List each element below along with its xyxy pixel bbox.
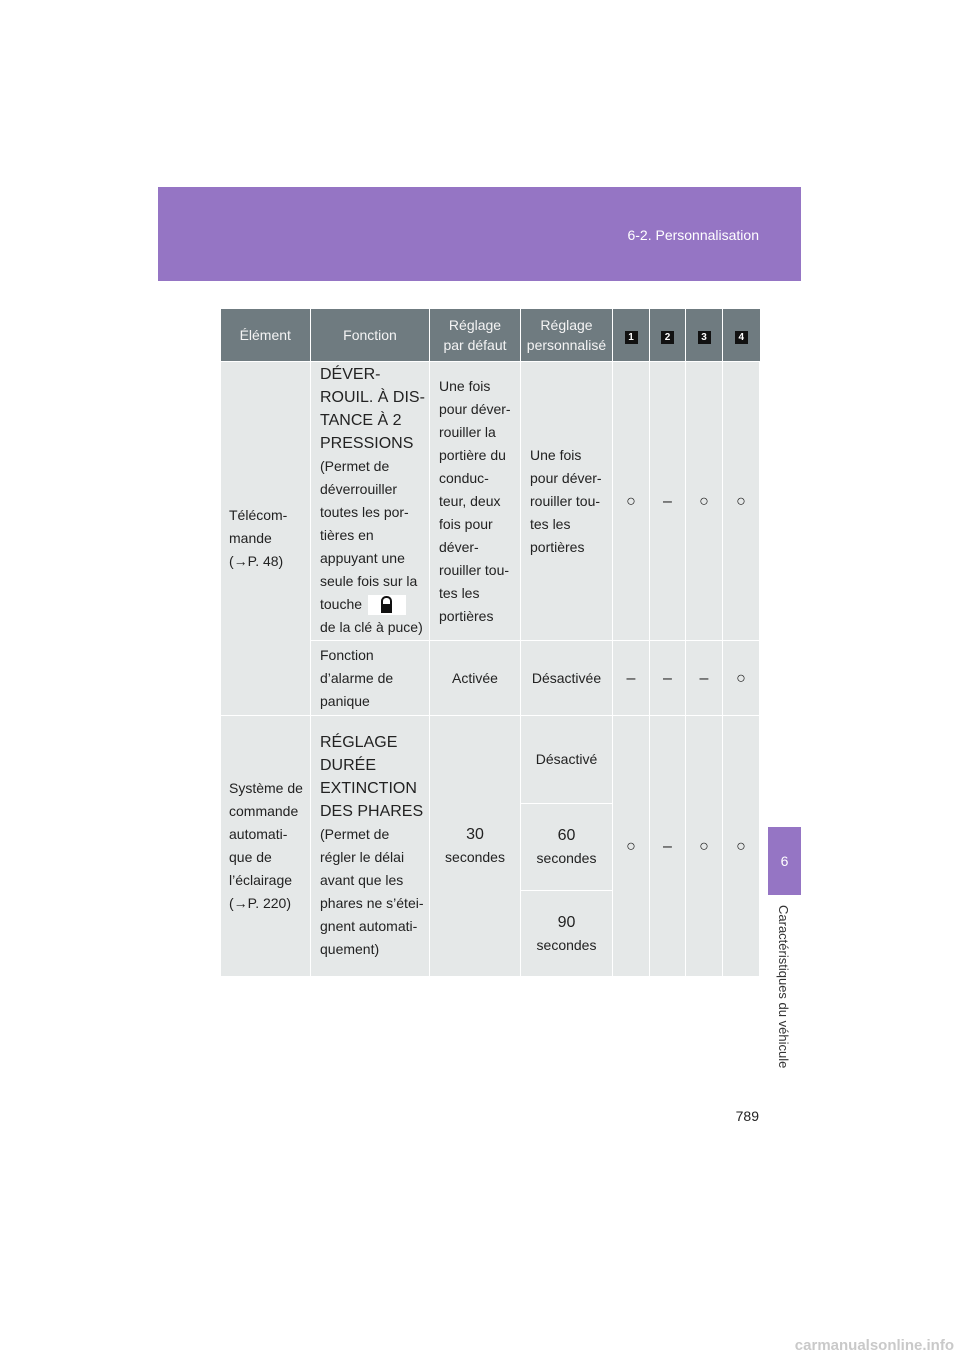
function-desc-line: Fonction (320, 646, 374, 663)
element-line: l’éclairage (229, 872, 293, 888)
header-fonction: Fonction (311, 309, 430, 362)
header-element: Élément (221, 309, 311, 362)
default-line: rouiller tou- (439, 561, 510, 578)
function-desc-line: d’alarme de (320, 669, 394, 686)
header-col-4 (723, 309, 760, 362)
element-page-ref: (→P. 48) (229, 553, 284, 569)
function-title-line: EXTINCTION (320, 780, 417, 797)
header-col-3 (686, 309, 723, 362)
default-line: tes les (439, 584, 480, 601)
custom-option-cell (521, 804, 613, 891)
mark-cell: ○ (723, 641, 760, 716)
custom-option-cell (521, 891, 613, 977)
element-line: mande (229, 530, 272, 546)
element-line: commande (229, 803, 299, 819)
mark-cell: – (650, 362, 686, 641)
chapter-tab[interactable] (768, 827, 801, 895)
number-3-icon: 3 (698, 331, 711, 344)
unlock-icon (368, 595, 406, 615)
default-line: portière du (439, 446, 506, 463)
chapter-number: 6 (780, 853, 789, 869)
custom-line: Une fois (530, 446, 582, 463)
custom-option-value: 60 (557, 827, 576, 844)
function-desc-line: (Permet de (320, 458, 390, 474)
function-title-line: DÉVER- (320, 366, 381, 383)
default-line: Une fois (439, 377, 491, 394)
function-cell-headlights (311, 716, 430, 977)
function-title-line: PRESSIONS (320, 435, 414, 452)
section-title: 6-2. Personnalisation (627, 227, 759, 243)
element-cell-lighting (221, 716, 311, 977)
section-header-band (158, 187, 801, 281)
header-default-line2: par défaut (443, 337, 507, 353)
function-desc-line: touche (320, 596, 363, 612)
number-1-icon: 1 (625, 331, 638, 344)
header-default (430, 309, 521, 362)
function-desc-line: panique (320, 692, 370, 709)
mark-cell: – (650, 716, 686, 977)
custom-option-value: Désactivé (535, 751, 598, 767)
header-custom (521, 309, 613, 362)
mark-cell: ○ (686, 362, 723, 641)
function-desc-line: seule fois sur la (320, 573, 418, 589)
header-col-1 (613, 309, 650, 362)
function-desc-line: phares ne s’étei- (320, 895, 424, 911)
custom-line: rouiller tou- (530, 492, 601, 509)
default-line: fois pour (439, 515, 493, 532)
header-custom-line2: personnalisé (526, 337, 607, 353)
function-desc-line: appuyant une (320, 550, 405, 566)
function-desc-line: quement) (320, 941, 380, 957)
default-line: rouiller la (439, 423, 496, 440)
function-title-line: DES PHARES (320, 803, 424, 820)
mark-cell: – (613, 641, 650, 716)
default-cell-unlock (430, 362, 521, 641)
function-desc-line: régler le délai (320, 849, 405, 865)
custom-line: tes les (530, 515, 571, 532)
element-line: que de (229, 849, 272, 865)
function-cell-panic (311, 641, 430, 716)
custom-option-value: 90 (557, 913, 576, 931)
page-number: 789 (735, 1108, 759, 1124)
function-title-line: ROUIL. À DIS- (320, 389, 425, 406)
default-line: pour déver- (439, 400, 511, 417)
mark-cell: ○ (723, 362, 760, 641)
table-header-row (221, 309, 760, 362)
function-desc-line: gnent automati- (320, 918, 418, 934)
table-row (221, 362, 760, 641)
function-desc-line: (Permet de (320, 826, 390, 842)
watermark: carmanualsonline.info (794, 1337, 954, 1354)
custom-option-unit: secondes (536, 936, 597, 953)
header-custom-line1: Réglage (540, 317, 593, 333)
header-col-2 (650, 309, 686, 362)
custom-option-unit: secondes (536, 850, 597, 866)
default-line: déver- (439, 538, 479, 555)
mark-cell: – (650, 641, 686, 716)
custom-line: portières (530, 538, 585, 555)
table-row (221, 716, 760, 804)
default-value: 30 (466, 826, 484, 843)
header-default-line1: Réglage (448, 317, 502, 333)
default-cell-headlights (430, 716, 521, 977)
default-unit: secondes (445, 849, 505, 865)
default-cell-panic: Activée (430, 641, 521, 716)
function-desc-line: déverrouiller (320, 481, 398, 497)
function-desc-line: de la clé à puce) (320, 619, 423, 635)
custom-line: pour déver- (530, 469, 602, 486)
default-line: portières (439, 607, 494, 624)
function-desc-line: toutes les por- (320, 504, 409, 520)
chapter-label: Caractéristiques du véhicule (776, 905, 791, 1069)
custom-option-cell (521, 716, 613, 804)
default-line: teur, deux (439, 492, 501, 509)
number-4-icon: 4 (735, 331, 748, 344)
function-title-line: TANCE À 2 (320, 412, 402, 429)
element-line: automati- (229, 826, 288, 842)
mark-cell: – (686, 641, 723, 716)
mark-cell: ○ (723, 716, 760, 977)
element-line: Système de (229, 780, 303, 796)
mark-cell: ○ (613, 716, 650, 977)
function-cell-unlock (311, 362, 430, 641)
function-desc-line: tières en (320, 527, 374, 543)
element-line: Télécom- (229, 507, 288, 523)
function-desc-line: avant que les (320, 872, 404, 888)
number-2-icon: 2 (661, 331, 674, 344)
custom-cell-panic: Désactivée (521, 641, 613, 716)
element-cell-telecommande (221, 362, 311, 716)
element-page-ref: (→P. 220) (229, 895, 291, 911)
custom-cell-unlock (521, 362, 613, 641)
function-title-line: DURÉE (320, 757, 377, 774)
customization-table (220, 309, 760, 977)
mark-cell: ○ (613, 362, 650, 641)
function-title-line: RÉGLAGE (320, 734, 398, 751)
default-line: conduc- (439, 469, 489, 486)
mark-cell: ○ (686, 716, 723, 977)
